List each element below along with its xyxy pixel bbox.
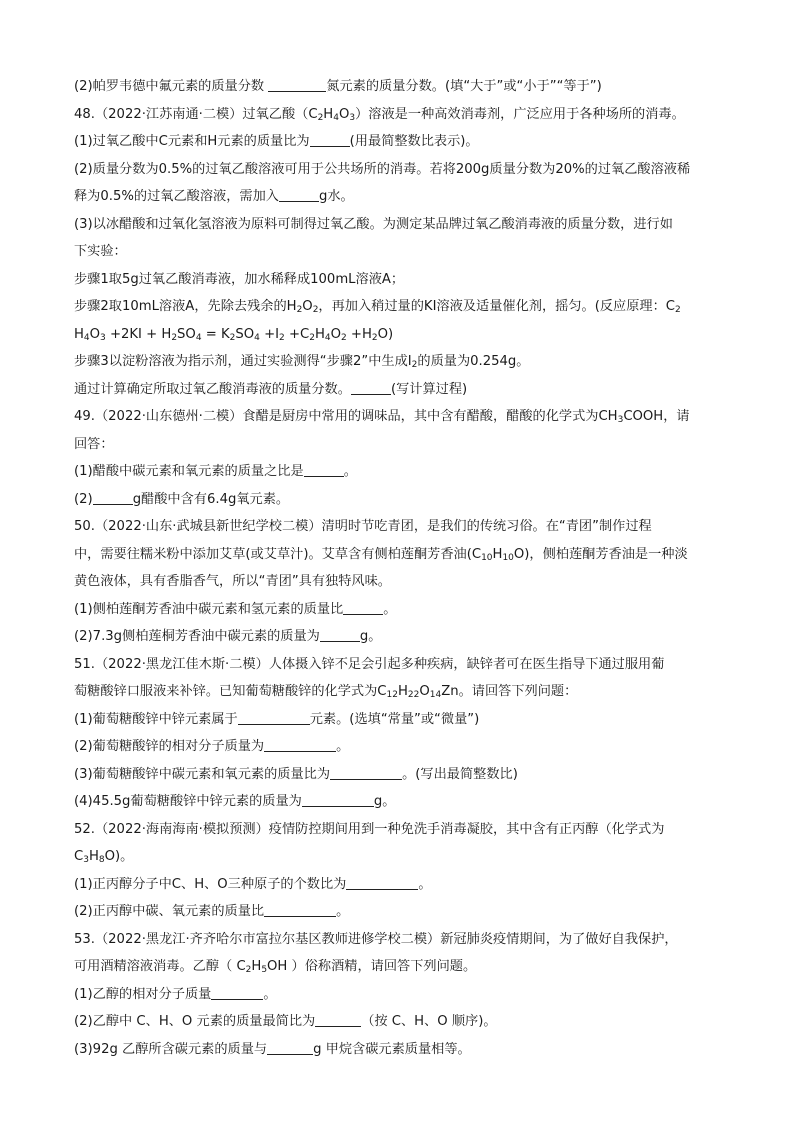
text-line: (2) g醋酸中含有6.4g氧元素。: [74, 491, 290, 507]
text-line: (3)以冰醋酸和过氧化氢溶液为原料可制得过氧乙酸。为测定某品牌过氧乙酸消毒液的质量分数，进行如: [74, 216, 673, 232]
text-line: (4)45.5g葡萄糖酸锌中锌元素的质量为 g。: [74, 794, 396, 809]
answer-blank[interactable]: [264, 902, 336, 917]
text-line: (1)正丙醇分子中C、H、O三种原子的个数比为 。: [74, 876, 432, 892]
answer-blank[interactable]: [302, 792, 374, 807]
document-body: [74, 73, 724, 1063]
text-line: 下实验：: [74, 244, 127, 259]
text-line: 步骤1取5g过氧乙酸消毒液，加水稀释成100mL溶液A；: [74, 271, 405, 287]
text-line: (1)醋酸中碳元素和氧元素的质量之比是 。: [74, 464, 357, 479]
text-line: 可用酒精溶液消毒。乙醇（ $C_2H_5OH$ ）俗称酒精，请回答下列问题。: [74, 959, 477, 975]
text-line: (1)过氧乙酸中C元素和H元素的质量比为 (用最简整数比表示)。: [74, 134, 479, 149]
question-53-heading: 53.（2022·黑龙江·齐齐哈尔市富拉尔基区教师进修学校二模）新冠肺炎疫情期间，为了做好自我保护，: [74, 931, 678, 947]
text-line: 黄色液体，具有香脂香气，所以“青团”具有独特风味。: [74, 574, 391, 589]
answer-blank[interactable]: [315, 1012, 361, 1027]
answer-blank[interactable]: [211, 985, 263, 1000]
question-52-heading: 52.（2022·海南海南·模拟预测）疫情防控期间用到一种免洗手消毒凝胶，其中含有正丙醇（化学式为: [74, 821, 665, 837]
question-50-heading: 50.（2022·山东·武城县新世纪学校二模）清明时节吃青团，是我们的传统习俗。在“青团”制作过程: [74, 519, 652, 534]
text-line: (3)92g 乙醇所含碳元素的质量与 g 甲烷含碳元素质量相等。: [74, 1041, 471, 1057]
text-line: (1)侧柏莲酮芳香油中碳元素和氢元素的质量比 。: [74, 601, 397, 617]
answer-blank[interactable]: [238, 710, 310, 725]
answer-blank[interactable]: [343, 600, 383, 615]
answer-blank[interactable]: [304, 462, 344, 477]
answer-blank[interactable]: [351, 380, 391, 395]
text-line: (2)乙醇中 C、H、O 元素的质量最简比为 （按 C、H、O 顺序)。: [74, 1014, 497, 1029]
text-line: (2)帕罗韦德中氟元素的质量分数 氮元素的质量分数。(填“大于”或“小于”“等于”): [74, 79, 602, 94]
text-line: 通过计算确定所取过氧乙酸消毒液的质量分数。 (写计算过程): [74, 381, 468, 397]
text-line: 步骤2取10mL溶液A，先除去残余的$H_2O_2$，再加入稍过量的KI溶液及适量催化剂，摇匀。(反应原理：$C_2$: [74, 299, 681, 315]
reaction-equation: $H_4O_3 +2KI + H_2SO_4 = K_2SO_4 +I_2 +C_2H_4O_2 +H_2O$): [74, 326, 394, 343]
text-line: (2)葡萄糖酸锌的相对分子质量为 。: [74, 739, 350, 754]
question-48-heading: 48.（2022·江苏南通·二模）过氧乙酸$(C_2H_4O_3)$溶液是一种高效消毒剂，广泛应用于各种场所的消毒。: [74, 106, 685, 123]
text-line: 回答：: [74, 436, 114, 452]
text-line: (2)正丙醇中碳、氧元素的质量比 。: [74, 904, 350, 919]
answer-blank[interactable]: [346, 875, 418, 890]
question-51-heading: 51.（2022·黑龙江佳木斯·二模）人体摄入锌不足会引起多种疾病，缺锌者可在医生指导下通过服用葡: [74, 656, 665, 672]
answer-blank[interactable]: [320, 627, 360, 642]
answer-blank[interactable]: [264, 737, 336, 752]
text-line: (3)葡萄糖酸锌中碳元素和氧元素的质量比为 。(写出最简整数比): [74, 766, 518, 782]
answer-blank[interactable]: [310, 132, 350, 147]
text-line: 步骤3以淀粉溶液为指示剂，通过实验测得“步骤2”中生成$I_2$的质量为0.254g。: [74, 354, 530, 370]
text-line: 萄糖酸锌口服液来补锌。已知葡萄糖酸锌的化学式为$C_{12}H_{22}O_{14}Zn$。请回答下列问题：: [74, 684, 578, 700]
text-line: $C_3H_8O$)。: [74, 849, 134, 865]
answer-blank[interactable]: [267, 1040, 313, 1055]
text-line: (1)乙醇的相对分子质量 。: [74, 986, 277, 1002]
text-line: (2)质量分数为0.5%的过氧乙酸溶液可用于公共场所的消毒。若将200g质量分数为20%的过氧乙酸溶液稀: [74, 161, 691, 177]
answer-blank[interactable]: [279, 187, 319, 202]
text-line: 中，需要往糯米粉中添加艾草(或艾草汁)。艾草含有侧柏莲酮芳香油$(C_{10}H_{10}O)$，侧柏莲酮芳香油是一种淡: [74, 546, 688, 563]
answer-blank[interactable]: [268, 77, 326, 92]
text-line: (1)葡萄糖酸锌中锌元素属于 元素。(选填“常量”或“微量”): [74, 711, 480, 727]
question-49-heading: 49.（2022·山东德州·二模）食醋是厨房中常用的调味品，其中含有醋酸，醋酸的化学式为$CH_3COOH$，请: [74, 409, 690, 425]
answer-blank[interactable]: [93, 490, 133, 505]
text-line: (2)7.3g侧柏莲桐芳香油中碳元素的质量为 g。: [74, 629, 382, 644]
text-line: 释为0.5%的过氧乙酸溶液，需加入 g水。: [74, 189, 354, 204]
answer-blank[interactable]: [330, 765, 402, 780]
